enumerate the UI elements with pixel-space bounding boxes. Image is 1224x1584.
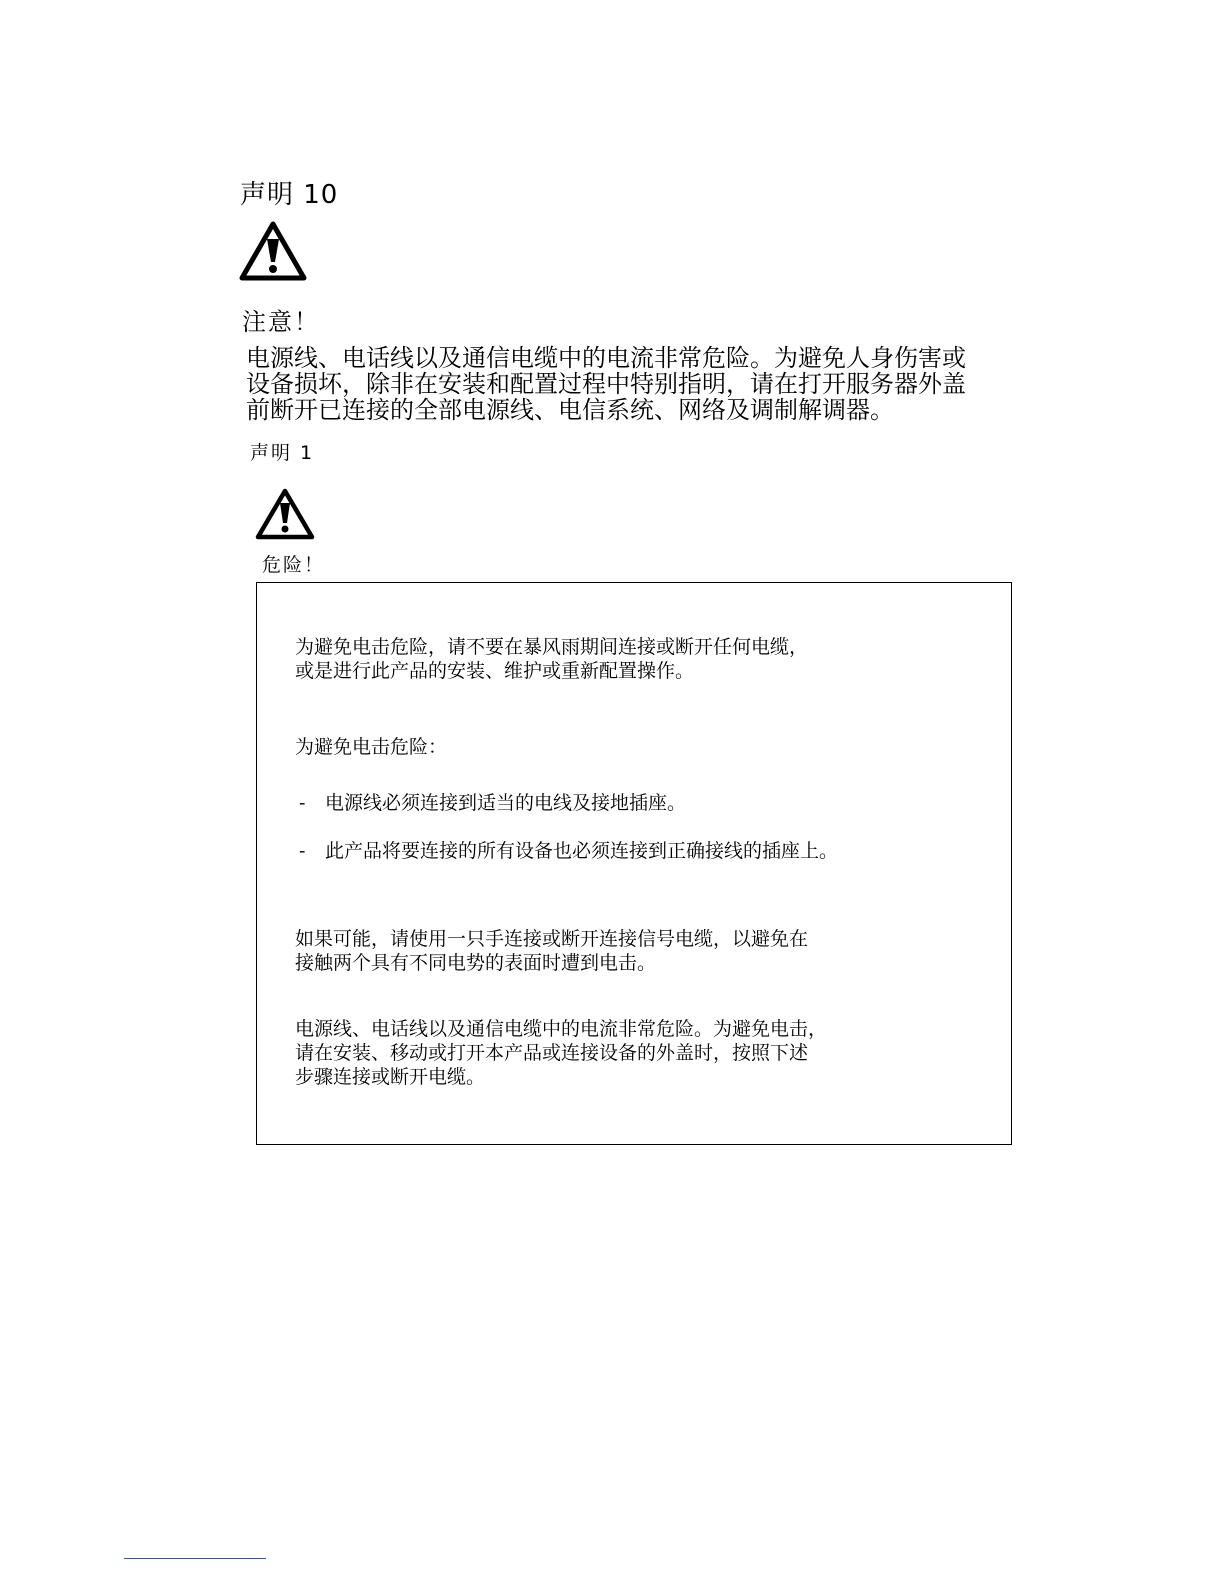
notice-line: 或是进行此产品的安装、维护或重新配置操作。 bbox=[295, 660, 695, 682]
body-line: 设备损坏，除非在安装和配置过程中特别指明，请在打开服务器外盖 bbox=[246, 370, 966, 398]
list-item-text: 此产品将要连接的所有设备也必须连接到正确接线的插座上。 bbox=[325, 840, 839, 862]
bullet-marker: - bbox=[299, 792, 306, 814]
notice-line: 请在安装、移动或打开本产品或连接设备的外盖时，按照下述 bbox=[295, 1042, 809, 1064]
statement-10-title: 声明 10 bbox=[240, 180, 339, 210]
footer-rule bbox=[124, 1558, 266, 1559]
warning-triangle-icon bbox=[238, 220, 308, 282]
warning-triangle-icon bbox=[254, 487, 316, 541]
danger-label: 危险！ bbox=[262, 554, 326, 576]
list-item bbox=[299, 839, 838, 863]
notice-paragraph bbox=[295, 1017, 827, 1089]
caution-label: 注意！ bbox=[242, 308, 320, 336]
notice-paragraph bbox=[295, 635, 808, 683]
list-item bbox=[299, 791, 686, 815]
notice-line: 电源线、电话线以及通信电缆中的电流非常危险。为避免电击， bbox=[295, 1018, 828, 1040]
body-line: 前断开已连接的全部电源线、电信系统、网络及调制解调器。 bbox=[246, 396, 894, 424]
notice-line: 接触两个具有不同电势的表面时遭到电击。 bbox=[295, 952, 657, 974]
notice-paragraph bbox=[295, 927, 808, 975]
notice-paragraph: 为避免电击危险： bbox=[295, 736, 448, 758]
notice-line: 步骤连接或断开电缆。 bbox=[295, 1066, 486, 1088]
statement-10-body bbox=[246, 345, 1046, 423]
danger-notice-box bbox=[256, 582, 1012, 1145]
bullet-marker: - bbox=[299, 840, 306, 862]
list-item-text: 电源线必须连接到适当的电线及接地插座。 bbox=[325, 792, 687, 814]
statement-1-title: 声明 1 bbox=[250, 442, 315, 464]
notice-line: 为避免电击危险，请不要在暴风雨期间连接或断开任何电缆， bbox=[295, 636, 809, 658]
body-line: 电源线、电话线以及通信电缆中的电流非常危险。为避免人身伤害或 bbox=[246, 344, 966, 372]
notice-line: 如果可能，请使用一只手连接或断开连接信号电缆，以避免在 bbox=[295, 928, 809, 950]
